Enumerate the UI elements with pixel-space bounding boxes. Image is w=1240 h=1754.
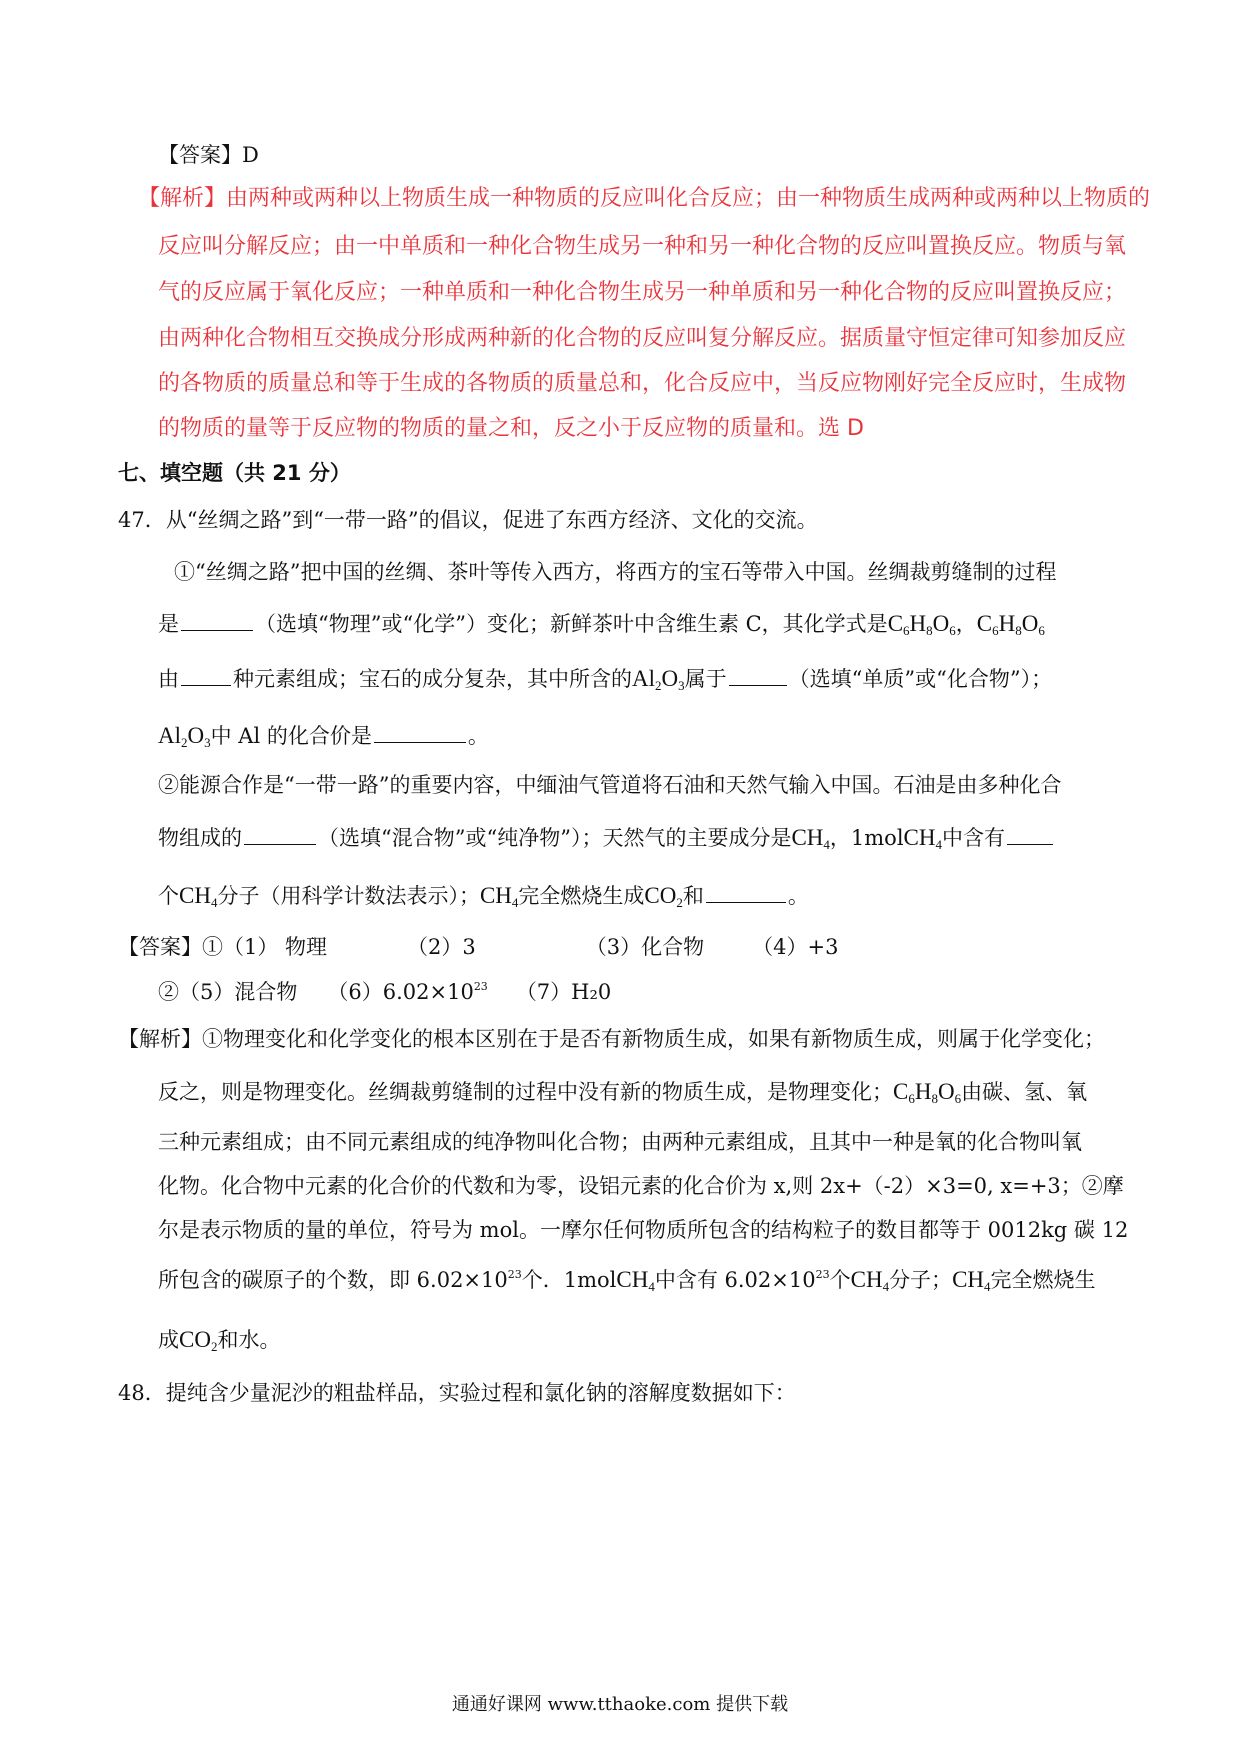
section-title: 七、填空题（共 21 分） (118, 461, 351, 485)
formula-ch4-2: $CH_4$ (903, 825, 942, 852)
answer-label: 【答案】 (158, 143, 242, 167)
q47-p2-line-1: ②能源合作是“一带一路”的重要内容，中缅油气管道将石油和天然气输入中国。石油是由多种化合 (158, 773, 1062, 797)
formula-vitc-3: $C_6H_8O_6$ (893, 1079, 962, 1106)
formula-al2o3: $Al_2O_3$ (632, 666, 685, 693)
formula-ch4-6: $CH_4$ (850, 1267, 890, 1294)
answer-value: D (242, 143, 259, 167)
prev-analysis-line-4: 由两种化合物相互交换成分形成两种新的化合物的反应叫复分解反应。据质量守恒定律可知参加反应 (158, 326, 1127, 351)
formula-ch4-3: $CH_4$ (179, 883, 218, 910)
q47-answer-row-1: 【答案】①（1） 物理 （2）3 （3）化合物 （4）+3 (118, 935, 839, 959)
blank-2[interactable] (181, 684, 231, 686)
formula-ch4-4: $CH_4$ (479, 883, 519, 910)
q47-p2-line-2: 物组成的 （选填“混合物”或“纯净物”）；天然气的主要成分是$CH_4$，1molCH$_4$中含有 (158, 826, 1055, 849)
q47-p1-line-3: 由 种元素组成；宝石的成分复杂，其中所含的$Al_2O_3$属于 （选填“单质”或“化合物”）； (158, 666, 1053, 693)
prev-analysis-line-5: 的各物质的质量总和等于生成的各物质的质量总和，化合反应中，当反应物刚好完全反应时，生成物 (158, 371, 1127, 396)
formula-ch4-5: $CH_4$ (616, 1267, 655, 1294)
blank-3[interactable] (729, 684, 787, 686)
formula-co2: $CO_2$ (644, 883, 683, 910)
prev-analysis-line-3: 气的反应属于氧化反应；一种单质和一种化合物生成另一种单质和另一种化合物的反应叫置换反应； (158, 280, 1127, 305)
q47-stem: 47．从“丝绸之路”到“一带一路”的倡议，促进了东西方经济、文化的交流。 (118, 508, 818, 532)
formula-al2o3-2: $Al_2O_3$ (158, 723, 211, 750)
blank-4[interactable] (374, 741, 466, 743)
prev-analysis-line-2: 反应叫分解反应；由一中单质和一种化合物生成另一种和另一种化合物的反应叫置换反应。物质与氧 (158, 234, 1127, 259)
q47-p1-line-1: ①“丝绸之路”把中国的丝绸、茶叶等传入西方，将西方的宝石等带入中国。丝绸裁剪缝制的过程 (174, 560, 1057, 584)
q47-p1-line-4: $Al_2O_3$中 Al 的化合价是 。 (158, 723, 489, 750)
prev-answer (158, 145, 259, 166)
q47-analysis-line-1: 【解析】①物理变化和化学变化的根本区别在于是否有新物质生成，如果有新物质生成，则属于化学变化； (118, 1027, 1105, 1051)
q47-analysis-line-6: 所包含的碳原子的个数，即 $6.02\times 10^{23}$个．1molCH$_4$中含有 $6.02\times 10^{23}$个$CH_4$分子；$CH_4$完全燃烧生 (158, 1267, 1096, 1294)
q48-stem: 48．提纯含少量泥沙的粗盐样品，实验过程和氯化钠的溶解度数据如下： (118, 1381, 796, 1405)
blank-6[interactable] (1007, 843, 1053, 845)
analysis-label: 【解析】 (138, 186, 227, 211)
formula-vitc-2: $C_6H_8O_6$ (976, 611, 1045, 638)
q47-p2-line-3: 个$CH_4$分子（用科学计数法表示）；$CH_4$完全燃烧生成$CO_2$和 。 (158, 883, 809, 910)
q47-analysis-line-5: 尔是表示物质的量的单位，符号为 mol。一摩尔任何物质所包含的结构粒子的数目都等于 0012kg 碳 12 (158, 1218, 1129, 1242)
formula-ch4: $CH_4$ (791, 825, 830, 852)
formula-ch4-7: $CH_4$ (952, 1267, 991, 1294)
q47-analysis-line-7: 成$CO_2$和水。 (158, 1327, 281, 1354)
blank-7[interactable] (706, 901, 786, 903)
footer: 通通好课网 www.tthaoke.com 提供下载 (451, 1694, 789, 1715)
q47-analysis-line-3: 三种元素组成；由不同元素组成的纯净物叫化合物；由两种元素组成，且其中一种是氧的化合物叫氧 (158, 1130, 1082, 1154)
formula-vitc: $C_6H_8O_6$ (887, 611, 956, 638)
blank-1[interactable] (181, 629, 253, 631)
blank-5[interactable] (244, 843, 316, 845)
formula-co2-2: $CO_2$ (179, 1327, 218, 1354)
prev-analysis-line-1: 【解析】由两种或两种以上物质生成一种物质的反应叫化合反应；由一种物质生成两种或两种以上物质的 (138, 186, 1151, 211)
q47-p1-line-2: 是 （选填“物理”或“化学”）变化；新鲜茶叶中含维生素 C，其化学式是$C_6H_8O_6$，$C_6H_8O_6$ (158, 611, 1045, 638)
prev-analysis-line-6: 的物质的量等于反应物的物质的量之和，反之小于反应物的质量和。选 D (158, 416, 864, 441)
q47-analysis-line-4: 化物。化合物中元素的化合价的代数和为零，设铝元素的化合价为 x,则 2x+（-2）×3=0, x=+3；②摩 (158, 1174, 1124, 1198)
q47-analysis-line-2: 反之，则是物理变化。丝绸裁剪缝制的过程中没有新的物质生成，是物理变化；$C_6H_8O_6$由碳、氢、氧 (158, 1079, 1088, 1106)
q47-answer-row-2: ②（5）混合物 $(6)6.02\times 10^{23}$ （7）H₂0 (158, 980, 612, 1004)
